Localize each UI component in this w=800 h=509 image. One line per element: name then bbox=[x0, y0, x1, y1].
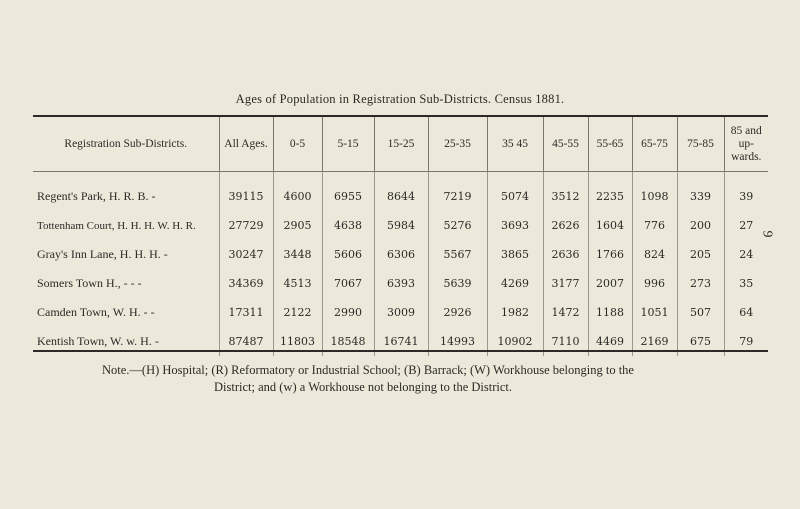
column-header: 5-15 bbox=[322, 117, 374, 172]
table-cell: 3693 bbox=[487, 211, 543, 240]
table-cell: 4600 bbox=[273, 172, 322, 212]
table-cell: 1051 bbox=[632, 298, 677, 327]
column-header: 0-5 bbox=[273, 117, 322, 172]
column-header: 65-75 bbox=[632, 117, 677, 172]
table-cell: 507 bbox=[677, 298, 724, 327]
table-cell: 2169 bbox=[632, 327, 677, 356]
table-cell: 2122 bbox=[273, 298, 322, 327]
table-cell: 205 bbox=[677, 240, 724, 269]
table-cell: 1098 bbox=[632, 172, 677, 212]
table-cell: 14993 bbox=[428, 327, 487, 356]
table-cell: 7219 bbox=[428, 172, 487, 212]
table-cell: 5606 bbox=[322, 240, 374, 269]
table-cell: 2905 bbox=[273, 211, 322, 240]
table-cell: 8644 bbox=[374, 172, 428, 212]
table-cell: 5639 bbox=[428, 269, 487, 298]
table-cell: 35 bbox=[724, 269, 768, 298]
table-cell: 64 bbox=[724, 298, 768, 327]
table-cell: 776 bbox=[632, 211, 677, 240]
column-header: 15-25 bbox=[374, 117, 428, 172]
table-cell: 273 bbox=[677, 269, 724, 298]
table-cell: 24 bbox=[724, 240, 768, 269]
table-cell: 1472 bbox=[543, 298, 588, 327]
table-row bbox=[33, 298, 768, 327]
table-cell: 6393 bbox=[374, 269, 428, 298]
table-cell: 4269 bbox=[487, 269, 543, 298]
table-cell: 3512 bbox=[543, 172, 588, 212]
table-cell: 2235 bbox=[588, 172, 632, 212]
column-header: 35 45 bbox=[487, 117, 543, 172]
table-cell: 2990 bbox=[322, 298, 374, 327]
table-cell: 5276 bbox=[428, 211, 487, 240]
table-cell: 87487 bbox=[219, 327, 273, 356]
table-cell: 16741 bbox=[374, 327, 428, 356]
table-cell: 7067 bbox=[322, 269, 374, 298]
column-header: Registration Sub-Districts. bbox=[33, 117, 219, 172]
table-row bbox=[33, 269, 768, 298]
table-row bbox=[33, 172, 768, 212]
table-cell: 4638 bbox=[322, 211, 374, 240]
row-label: Camden Town, W. H. - - bbox=[37, 305, 155, 319]
table-row bbox=[33, 240, 768, 269]
table-cell: 5074 bbox=[487, 172, 543, 212]
table-cell: 2926 bbox=[428, 298, 487, 327]
table-cell: 675 bbox=[677, 327, 724, 356]
column-header: 45-55 bbox=[543, 117, 588, 172]
table-cell: 18548 bbox=[322, 327, 374, 356]
column-header: 85 and up-wards. bbox=[724, 117, 768, 172]
table-cell: 3448 bbox=[273, 240, 322, 269]
table-cell: 1604 bbox=[588, 211, 632, 240]
column-header: 75-85 bbox=[677, 117, 724, 172]
bottom-rule bbox=[33, 350, 768, 352]
population-table bbox=[33, 117, 768, 356]
table-cell: 1188 bbox=[588, 298, 632, 327]
page-number: 9 bbox=[759, 230, 775, 238]
table-cell: 824 bbox=[632, 240, 677, 269]
row-label: Gray's Inn Lane, H. H. H. - bbox=[37, 247, 168, 261]
table-cell: 6955 bbox=[322, 172, 374, 212]
footnote-line-2: District; and (w) a Workhouse not belonging to the District. bbox=[214, 380, 513, 394]
table-cell: 4469 bbox=[588, 327, 632, 356]
row-label: Regent's Park, H. R. B. - bbox=[37, 189, 156, 203]
table-cell: 339 bbox=[677, 172, 724, 212]
row-label: Kentish Town, W. w. H. - bbox=[37, 334, 159, 348]
table-cell: 3177 bbox=[543, 269, 588, 298]
table-cell: 7110 bbox=[543, 327, 588, 356]
table-cell: 3009 bbox=[374, 298, 428, 327]
table-cell: 2007 bbox=[588, 269, 632, 298]
table-cell: 34369 bbox=[219, 269, 273, 298]
table-cell: 996 bbox=[632, 269, 677, 298]
column-header: 25-35 bbox=[428, 117, 487, 172]
table-cell: 39 bbox=[724, 172, 768, 212]
footnote bbox=[102, 362, 742, 396]
table-cell: 3865 bbox=[487, 240, 543, 269]
table-cell: 30247 bbox=[219, 240, 273, 269]
table-cell: 1982 bbox=[487, 298, 543, 327]
column-header: All Ages. bbox=[219, 117, 273, 172]
table-cell: 5984 bbox=[374, 211, 428, 240]
table-cell: 4513 bbox=[273, 269, 322, 298]
table-cell: 79 bbox=[724, 327, 768, 356]
table-cell: 17311 bbox=[219, 298, 273, 327]
table-cell: 39115 bbox=[219, 172, 273, 212]
column-header: 55-65 bbox=[588, 117, 632, 172]
row-label: Tottenham Court, H. H. H. W. H. R. bbox=[37, 219, 196, 232]
table-cell: 200 bbox=[677, 211, 724, 240]
table-cell: 6306 bbox=[374, 240, 428, 269]
table-cell: 27 bbox=[724, 211, 768, 240]
footnote-line-1: Note.—(H) Hospital; (R) Reformatory or Industrial School; (B) Barrack; (W) Workhouse belonging to the bbox=[102, 363, 634, 377]
header-row bbox=[33, 117, 768, 172]
table-cell: 10902 bbox=[487, 327, 543, 356]
table-cell: 27729 bbox=[219, 211, 273, 240]
table-cell: 11803 bbox=[273, 327, 322, 356]
table-row bbox=[33, 211, 768, 240]
table-cell: 2626 bbox=[543, 211, 588, 240]
table-cell: 1766 bbox=[588, 240, 632, 269]
table-cell: 2636 bbox=[543, 240, 588, 269]
table-caption: Ages of Population in Registration Sub-Districts. Census 1881. bbox=[235, 92, 565, 106]
row-label: Somers Town H., - - - bbox=[37, 276, 142, 290]
table-cell: 5567 bbox=[428, 240, 487, 269]
